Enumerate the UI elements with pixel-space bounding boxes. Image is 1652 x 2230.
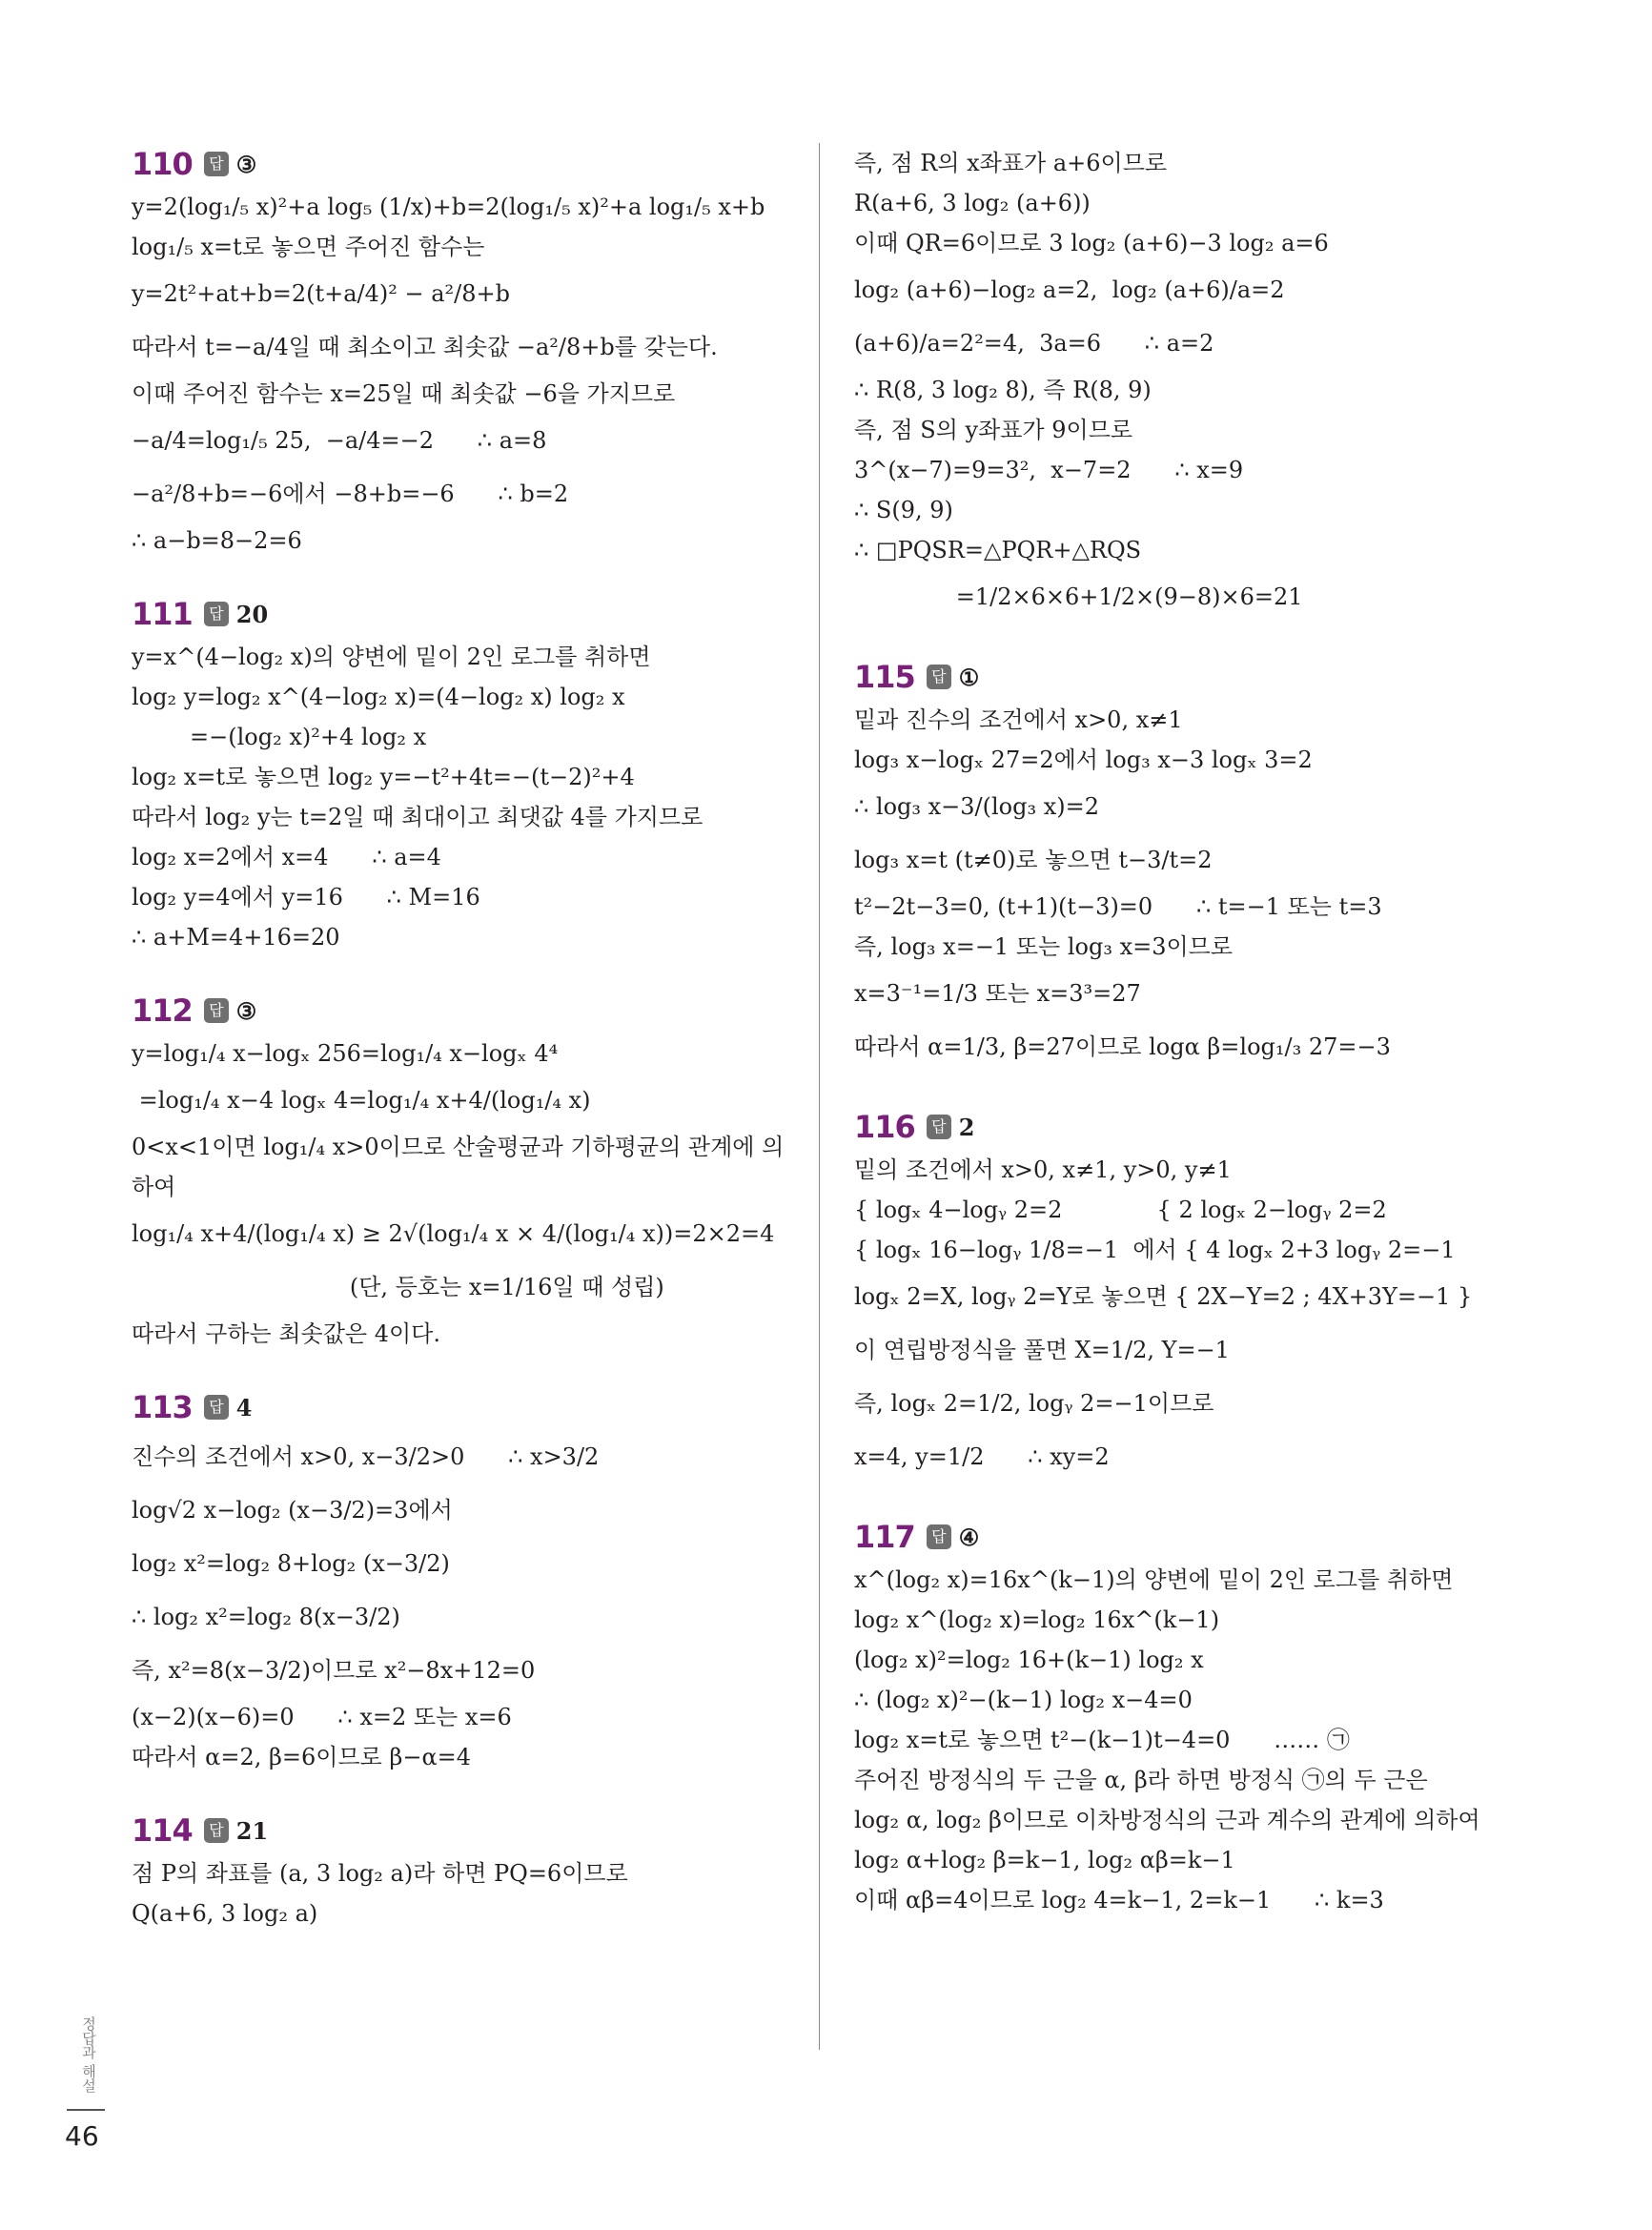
solution-line: =1/2×6×6+1/2×(9−8)×6=21: [854, 583, 1303, 610]
solution-line: (x−2)(x−6)=0 ∴ x=2 또는 x=6: [132, 1704, 512, 1730]
problem-number: 110: [132, 146, 193, 182]
answer-value: 4: [235, 1393, 253, 1422]
solution-line: 점 P의 좌표를 (a, 3 log₂ a)라 하면 PQ=6이므로: [132, 1860, 628, 1887]
answer-badge: 답: [204, 602, 229, 626]
solution-line: y=2(log₁/₅ x)²+a log₅ (1/x)+b=2(log₁/₅ x)²+a log₁/₅ x+b: [132, 194, 765, 220]
answer-value: 2: [958, 1113, 975, 1141]
solution-line: 따라서 α=2, β=6이므로 β−α=4: [132, 1744, 472, 1770]
solution-line: log₂ x=t로 놓으면 t²−(k−1)t−4=0 …… ㉠: [854, 1727, 1350, 1753]
answer-badge: 답: [927, 1524, 951, 1549]
solution-line: −a²/8+b=−6에서 −8+b=−6 ∴ b=2: [132, 481, 569, 507]
solution-line: x=3⁻¹=1/3 또는 x=3³=27: [854, 980, 1141, 1007]
answer-badge: 답: [204, 998, 229, 1023]
answer-value: ①: [958, 663, 980, 691]
solution-line: 3^(x−7)=9=3², x−7=2 ∴ x=9: [854, 457, 1244, 483]
solution-line: y=log₁/₄ x−logₓ 256=log₁/₄ x−logₓ 4⁴: [132, 1040, 559, 1067]
solution-line: log₂ x^(log₂ x)=log₂ 16x^(k−1): [854, 1606, 1220, 1633]
solution-line: 따라서 구하는 최솟값은 4이다.: [132, 1320, 440, 1347]
problem-number: 116: [854, 1109, 915, 1145]
solution-line: ∴ a+M=4+16=20: [132, 924, 340, 951]
solution-line: log₂ x=t로 놓으면 log₂ y=−t²+4t=−(t−2)²+4: [132, 764, 635, 790]
solution-line: log₃ x−logₓ 27=2에서 log₃ x−3 logₓ 3=2: [854, 747, 1313, 773]
answer-value: 21: [235, 1816, 269, 1845]
solution-line: ∴ □PQSR=△PQR+△RQS: [854, 537, 1142, 563]
problem-header: [132, 990, 789, 1032]
side-rule: [67, 2109, 105, 2111]
problem-number: 112: [132, 992, 193, 1029]
solution-line: log₂ y=log₂ x^(4−log₂ x)=(4−log₂ x) log₂ x: [132, 684, 625, 710]
answer-badge: 답: [204, 1395, 229, 1420]
column-divider: [819, 143, 820, 2050]
solution-line: 이때 αβ=4이므로 log₂ 4=k−1, 2=k−1 ∴ k=3: [854, 1887, 1384, 1913]
solution-line: y=x^(4−log₂ x)의 양변에 밑이 2인 로그를 취하면: [132, 644, 651, 670]
problem-110: [132, 143, 789, 561]
problem-number: 117: [854, 1519, 915, 1555]
solution-line: 진수의 조건에서 x>0, x−3/2>0 ∴ x>3/2: [132, 1443, 600, 1470]
solution-line: (log₂ x)²=log₂ 16+(k−1) log₂ x: [854, 1647, 1204, 1673]
solution-line: ∴ R(8, 3 log₂ 8), 즉 R(8, 9): [854, 377, 1152, 403]
solution-line: { logₓ 16−logᵧ 1/8=−1 에서 { 4 logₓ 2+3 logᵧ 2=−1: [854, 1237, 1456, 1263]
solution-line: =log₁/₄ x−4 logₓ 4=log₁/₄ x+4/(log₁/₄ x): [132, 1087, 591, 1114]
problem-112: [132, 990, 789, 1354]
solution-line: ∴ (log₂ x)²−(k−1) log₂ x−4=0: [854, 1687, 1193, 1713]
solution-line: 하여: [132, 1174, 176, 1200]
solution-line: 밑과 진수의 조건에서 x>0, x≠1: [854, 706, 1183, 733]
problem-number: 111: [132, 596, 193, 632]
problem-header: [854, 1106, 1521, 1148]
solution-line: 이때 QR=6이므로 3 log₂ (a+6)−3 log₂ a=6: [854, 230, 1329, 256]
solution-line: =−(log₂ x)²+4 log₂ x: [132, 724, 427, 750]
solution-line: log₂ x=2에서 x=4 ∴ a=4: [132, 844, 441, 870]
solution-line: R(a+6, 3 log₂ (a+6)): [854, 190, 1091, 216]
problem-113: [132, 1386, 789, 1777]
solution-line: 밑의 조건에서 x>0, x≠1, y>0, y≠1: [854, 1156, 1232, 1183]
solution-line: 즉, x²=8(x−3/2)이므로 x²−8x+12=0: [132, 1657, 536, 1684]
problem-header: [132, 1810, 789, 1852]
answer-value: ③: [235, 996, 257, 1025]
problem-header: [132, 593, 789, 635]
problem-header: [132, 1386, 789, 1428]
problem-header: [854, 656, 1521, 698]
solution-line: log₂ x²=log₂ 8+log₂ (x−3/2): [132, 1550, 450, 1577]
solution-line: log₁/₅ x=t로 놓으면 주어진 함수는: [132, 234, 485, 260]
answer-value: ④: [958, 1523, 980, 1551]
solution-line: log₂ α+log₂ β=k−1, log₂ αβ=k−1: [854, 1847, 1235, 1873]
problem-114: [132, 1810, 789, 1933]
solution-line: ∴ a−b=8−2=6: [132, 527, 302, 554]
solution-line: log₂ (a+6)−log₂ a=2, log₂ (a+6)/a=2: [854, 276, 1285, 303]
problem-116: [854, 1106, 1521, 1483]
problem-number: 113: [132, 1389, 193, 1425]
solution-line: logₓ 2=X, logᵧ 2=Y로 놓으면 { 2X−Y=2 ; 4X+3Y=−1 }: [854, 1283, 1473, 1310]
solution-line: −a/4=log₁/₅ 25, −a/4=−2 ∴ a=8: [132, 427, 547, 454]
problem-114-continued: [854, 143, 1521, 624]
solution-line: x=4, y=1/2 ∴ xy=2: [854, 1443, 1110, 1470]
solution-line: Q(a+6, 3 log₂ a): [132, 1900, 318, 1927]
solution-line: log₃ x=t (t≠0)로 놓으면 t−3/t=2: [854, 847, 1213, 873]
problem-header: [854, 1516, 1521, 1558]
answer-badge: 답: [204, 1818, 229, 1843]
solution-line: ∴ log₂ x²=log₂ 8(x−3/2): [132, 1604, 400, 1630]
solution-line: 즉, 점 S의 y좌표가 9이므로: [854, 417, 1133, 443]
left-column: [132, 143, 789, 1966]
solution-line: 0<x<1이면 log₁/₄ x>0이므로 산술평균과 기하평균의 관계에 의: [132, 1134, 785, 1160]
problem-number: 115: [854, 659, 915, 695]
solution-line: log₂ α, log₂ β이므로 이차방정식의 근과 계수의 관계에 의하여: [854, 1807, 1480, 1833]
solution-line: y=2t²+at+b=2(t+a/4)² − a²/8+b: [132, 280, 511, 307]
answer-badge: 답: [927, 1115, 951, 1139]
solution-line: 따라서 log₂ y는 t=2일 때 최대이고 최댓값 4를 가지므로: [132, 804, 704, 830]
solution-line: 따라서 α=1/3, β=27이므로 logα β=log₁/₃ 27=−3: [854, 1033, 1391, 1060]
solution-line: 즉, 점 R의 x좌표가 a+6이므로: [854, 150, 1168, 176]
solution-line: log₁/₄ x+4/(log₁/₄ x) ≥ 2√(log₁/₄ x × 4/(log₁/₄ x))=2×2=4: [132, 1220, 775, 1247]
problem-115: [854, 656, 1521, 1074]
solution-line: 즉, logₓ 2=1/2, logᵧ 2=−1이므로: [854, 1390, 1214, 1417]
solution-line: ∴ log₃ x−3/(log₃ x)=2: [854, 793, 1100, 820]
problem-header: [132, 143, 789, 185]
solution-line: 즉, log₃ x=−1 또는 log₃ x=3이므로: [854, 933, 1234, 960]
right-column: [854, 143, 1521, 1953]
solution-line: 이때 주어진 함수는 x=25일 때 최솟값 −6을 가지므로: [132, 380, 676, 407]
solution-line: ∴ S(9, 9): [854, 497, 953, 523]
solution-line: log√2 x−log₂ (x−3/2)=3에서: [132, 1497, 453, 1524]
answer-badge: 답: [204, 152, 229, 176]
solution-line: (a+6)/a=2²=4, 3a=6 ∴ a=2: [854, 330, 1214, 357]
solution-line: 이 연립방정식을 풀면 X=1/2, Y=−1: [854, 1337, 1230, 1363]
solution-line: 따라서 t=−a/4일 때 최소이고 최솟값 −a²/8+b를 갖는다.: [132, 334, 718, 360]
solution-line: t²−2t−3=0, (t+1)(t−3)=0 ∴ t=−1 또는 t=3: [854, 893, 1382, 920]
answer-value: ③: [235, 150, 257, 178]
section-side-label: 정답과 해설: [80, 2016, 97, 2093]
problem-111: [132, 593, 789, 957]
solution-line: { logₓ 4−logᵧ 2=2 { 2 logₓ 2−logᵧ 2=2: [854, 1197, 1387, 1223]
page-number: 46: [65, 2120, 99, 2152]
solution-line: 주어진 방정식의 두 근을 α, β라 하면 방정식 ㉠의 두 근은: [854, 1767, 1428, 1793]
solution-line: log₂ y=4에서 y=16 ∴ M=16: [132, 884, 480, 910]
answer-badge: 답: [927, 665, 951, 689]
answer-value: 20: [235, 600, 269, 628]
solution-line: x^(log₂ x)=16x^(k−1)의 양변에 밑이 2인 로그를 취하면: [854, 1566, 1454, 1593]
problem-number: 114: [132, 1812, 193, 1849]
solution-line: (단, 등호는 x=1/16일 때 성립): [132, 1274, 664, 1300]
problem-117: [854, 1516, 1521, 1920]
